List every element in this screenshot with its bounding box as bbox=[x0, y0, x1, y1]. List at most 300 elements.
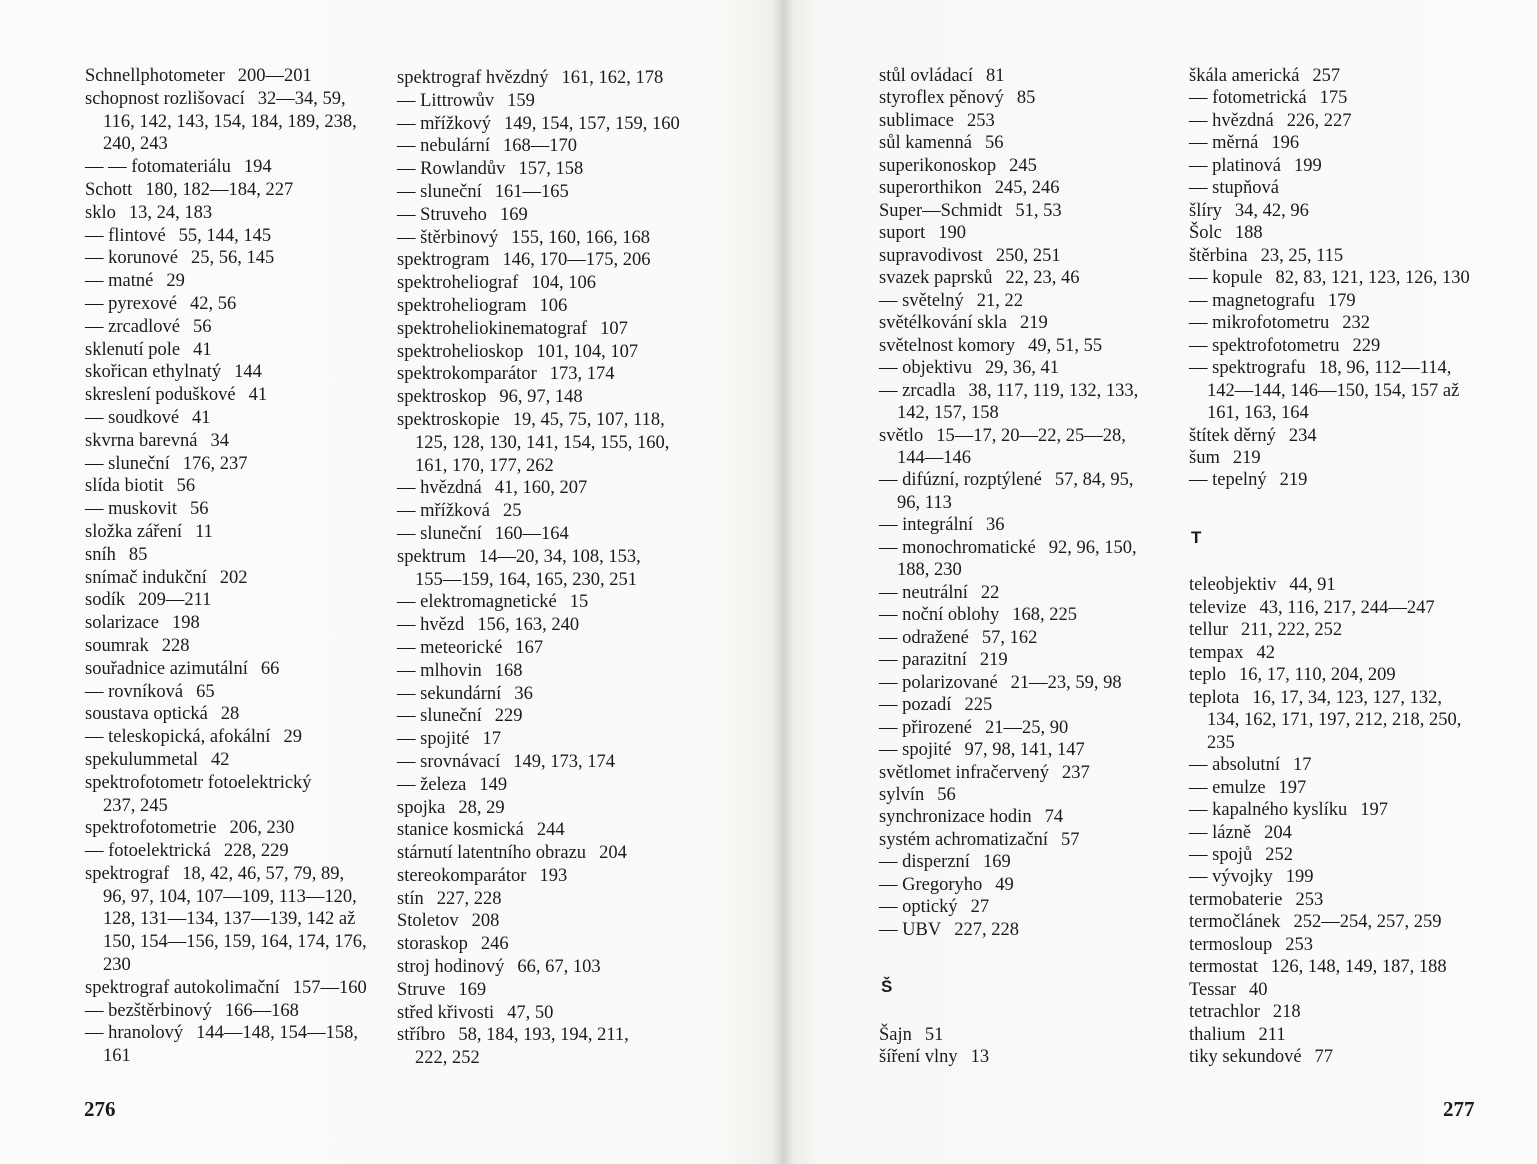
entry-first-line bbox=[397, 637, 680, 660]
index-subentry bbox=[879, 627, 1138, 649]
entry-first-line bbox=[397, 341, 680, 364]
entry-term: — neutrální bbox=[879, 582, 968, 603]
entry-first-line bbox=[1189, 911, 1470, 933]
entry-pages: 55, 144, 145 bbox=[178, 225, 272, 246]
index-entry bbox=[85, 65, 367, 88]
entry-pages: 11 bbox=[195, 521, 213, 542]
entry-pages: 15—17, 20—22, 25—28, bbox=[936, 425, 1126, 446]
index-entry bbox=[879, 87, 1138, 109]
entry-term: — Littrowův bbox=[397, 90, 495, 111]
entry-first-line bbox=[397, 888, 680, 911]
index-entry bbox=[397, 272, 680, 295]
entry-term: teplota bbox=[1189, 687, 1240, 708]
entry-pages: 157, 158 bbox=[518, 159, 584, 180]
entry-first-line bbox=[397, 386, 680, 409]
entry-first-line bbox=[397, 979, 680, 1002]
entry-first-line bbox=[397, 500, 680, 523]
index-entry bbox=[1189, 687, 1470, 754]
index-entry bbox=[85, 361, 367, 384]
entry-first-line bbox=[85, 1000, 367, 1023]
index-subentry bbox=[397, 135, 680, 158]
index-entry bbox=[85, 612, 367, 635]
entry-pages: 168 bbox=[494, 660, 523, 681]
entry-term: superikonoskop bbox=[879, 155, 997, 176]
index-subentry bbox=[397, 181, 680, 204]
entry-pages: 161—165 bbox=[494, 181, 569, 202]
entry-term: teleobjektiv bbox=[1189, 575, 1277, 596]
entry-pages: 42 bbox=[211, 749, 230, 770]
entry-first-line bbox=[879, 851, 1138, 873]
entry-pages: 149, 173, 174 bbox=[513, 751, 616, 772]
entry-first-line bbox=[397, 135, 680, 158]
entry-pages: 40 bbox=[1249, 979, 1268, 1000]
index-entry bbox=[879, 222, 1138, 244]
entry-pages: 252—254, 257, 259 bbox=[1293, 912, 1442, 933]
entry-first-line bbox=[879, 784, 1138, 806]
entry-first-line bbox=[1189, 177, 1470, 199]
entry-term: — absolutní bbox=[1189, 755, 1280, 776]
entry-first-line bbox=[85, 225, 367, 248]
entry-term: — elektromagnetické bbox=[397, 592, 557, 613]
entry-term: — hvězd bbox=[397, 615, 465, 636]
entry-term: tiky sekundové bbox=[1189, 1047, 1302, 1068]
entry-pages: 18, 42, 46, 57, 79, 89, bbox=[182, 863, 345, 884]
entry-term: — spojité bbox=[879, 740, 952, 761]
index-entry bbox=[397, 865, 680, 888]
entry-term: — Struveho bbox=[397, 204, 487, 225]
entry-pages: 228, 229 bbox=[223, 841, 289, 862]
entry-pages: 149, 154, 157, 159, 160 bbox=[504, 113, 680, 134]
entry-pages: 245, 246 bbox=[994, 178, 1060, 199]
index-subentry bbox=[85, 270, 367, 293]
entry-term: stanice kosmická bbox=[397, 820, 524, 841]
index-subentry bbox=[397, 500, 680, 523]
index-subentry bbox=[1189, 290, 1470, 312]
entry-first-line bbox=[879, 896, 1138, 918]
entry-pages: 156, 163, 240 bbox=[477, 615, 580, 636]
entry-first-line bbox=[1189, 889, 1470, 911]
entry-term: — integrální bbox=[879, 515, 974, 536]
entry-first-line bbox=[397, 705, 680, 728]
entry-pages: 219 bbox=[1019, 313, 1048, 334]
entry-first-line bbox=[1189, 222, 1470, 244]
entry-first-line bbox=[85, 726, 367, 749]
entry-pages: 21—25, 90 bbox=[984, 717, 1069, 738]
entry-term: — flintové bbox=[85, 225, 166, 246]
entry-term: skvrna barevná bbox=[85, 430, 198, 451]
entry-pages: 29, 36, 41 bbox=[985, 358, 1060, 379]
index-entry bbox=[85, 817, 367, 840]
entry-first-line bbox=[879, 604, 1138, 626]
entry-term: skořican ethylnatý bbox=[85, 362, 222, 383]
index-entry bbox=[1189, 574, 1470, 596]
index-entry bbox=[879, 312, 1138, 334]
index-entry bbox=[1189, 911, 1470, 933]
entry-continuation-line: 125, 128, 130, 141, 154, 155, 160, bbox=[415, 432, 670, 453]
index-entry bbox=[85, 202, 367, 225]
entry-first-line bbox=[1189, 844, 1470, 866]
entry-term: styroflex pěnový bbox=[879, 88, 1004, 109]
entry-pages: 56 bbox=[190, 499, 209, 520]
entry-term: stříbro bbox=[397, 1025, 446, 1046]
entry-term: — UBV bbox=[879, 919, 942, 940]
entry-pages: 34, 42, 96 bbox=[1234, 200, 1309, 221]
entry-pages: 204 bbox=[599, 843, 627, 864]
entry-first-line bbox=[879, 380, 1138, 402]
entry-term: Struve bbox=[397, 979, 446, 1000]
index-entry bbox=[397, 249, 680, 272]
entry-term: — lázně bbox=[1189, 822, 1252, 843]
index-entry bbox=[85, 567, 367, 590]
entry-first-line bbox=[1189, 87, 1470, 109]
index-entry bbox=[85, 703, 367, 726]
entry-pages: 25, 56, 145 bbox=[191, 248, 275, 269]
entry-pages: 56 bbox=[985, 133, 1004, 154]
index-entry bbox=[879, 200, 1138, 222]
entry-first-line bbox=[879, 425, 1138, 447]
entry-pages: 234 bbox=[1288, 425, 1317, 446]
entry-first-line bbox=[879, 874, 1138, 896]
entry-term: sylvín bbox=[879, 785, 925, 805]
entry-term: — vývojky bbox=[1189, 867, 1273, 888]
entry-first-line bbox=[879, 469, 1138, 491]
letter-heading: T bbox=[1191, 527, 1202, 547]
entry-pages: 22 bbox=[980, 582, 1000, 603]
entry-first-line bbox=[397, 819, 680, 842]
entry-pages: 253 bbox=[1285, 934, 1313, 955]
index-entry bbox=[1189, 425, 1470, 447]
entry-term: škála americká bbox=[1189, 66, 1300, 86]
index-entry bbox=[879, 132, 1138, 154]
entry-pages: 28, 29 bbox=[458, 797, 505, 818]
entry-first-line bbox=[85, 247, 367, 270]
entry-pages: 41, 160, 207 bbox=[494, 478, 588, 499]
entry-pages: 22, 23, 46 bbox=[1005, 268, 1080, 289]
entry-first-line bbox=[1189, 754, 1470, 776]
index-subentry bbox=[85, 156, 367, 179]
entry-first-line bbox=[85, 65, 367, 88]
index-entry bbox=[397, 819, 680, 842]
entry-pages: 188 bbox=[1234, 223, 1263, 244]
entry-term: — nebulární bbox=[397, 136, 490, 157]
entry-pages: 43, 116, 217, 244—247 bbox=[1259, 597, 1435, 618]
entry-term: — soudkové bbox=[85, 407, 180, 428]
entry-first-line bbox=[1189, 132, 1470, 154]
entry-first-line bbox=[85, 88, 367, 111]
entry-term: tempax bbox=[1189, 642, 1244, 663]
entry-pages: 97, 98, 141, 147 bbox=[964, 740, 1085, 761]
entry-term: termostat bbox=[1189, 957, 1258, 978]
index-subentry bbox=[1189, 335, 1470, 357]
entry-pages: 85 bbox=[1016, 88, 1036, 109]
entry-pages: 14—20, 34, 108, 153, bbox=[478, 546, 641, 567]
entry-term: stroj hodinový bbox=[397, 957, 505, 978]
index-subentry bbox=[397, 637, 680, 660]
entry-term: termobaterie bbox=[1189, 889, 1283, 910]
index-entry bbox=[397, 956, 680, 979]
entry-pages: 13 bbox=[970, 1047, 990, 1068]
index-subentry bbox=[85, 247, 367, 270]
index-entry bbox=[1189, 200, 1470, 222]
index-subentry bbox=[1189, 312, 1470, 334]
index-entry bbox=[879, 829, 1138, 851]
index-entry bbox=[85, 589, 367, 612]
entry-first-line bbox=[1189, 200, 1470, 222]
entry-pages: 159 bbox=[507, 90, 535, 111]
index-subentry bbox=[1189, 110, 1470, 132]
entry-pages: 57 bbox=[1061, 829, 1080, 850]
entry-term: spektrofotometrie bbox=[85, 818, 217, 839]
entry-term: stereokomparátor bbox=[397, 865, 527, 886]
entry-first-line bbox=[85, 202, 367, 225]
index-subentry bbox=[1189, 866, 1470, 888]
entry-first-line bbox=[397, 842, 680, 865]
entry-term: synchronizace hodin bbox=[879, 807, 1032, 828]
index-entry bbox=[1189, 889, 1470, 911]
entry-pages: 66 bbox=[260, 658, 280, 679]
entry-pages: 56 bbox=[176, 476, 196, 497]
entry-pages: 96, 97, 148 bbox=[499, 387, 583, 408]
index-entry bbox=[397, 797, 680, 820]
entry-first-line bbox=[1189, 469, 1470, 491]
entry-pages: 16, 17, 110, 204, 209 bbox=[1239, 665, 1396, 686]
entry-pages: 42 bbox=[1256, 642, 1275, 663]
entry-term: — tepelný bbox=[1189, 470, 1267, 491]
entry-term: termočlánek bbox=[1189, 912, 1281, 933]
index-subentry bbox=[879, 357, 1138, 379]
index-subentry bbox=[397, 614, 680, 637]
page-right bbox=[783, 0, 1537, 1164]
index-subentry bbox=[397, 90, 680, 113]
entry-pages: 253 bbox=[967, 110, 995, 131]
index-entry bbox=[397, 933, 680, 956]
entry-continuation-line: 128, 131—134, 137—139, 142 až bbox=[103, 909, 356, 930]
index-entry bbox=[879, 1046, 1138, 1068]
index-entry bbox=[1189, 245, 1470, 267]
entry-term: termosloup bbox=[1189, 934, 1273, 955]
entry-term: světélkování skla bbox=[879, 313, 1007, 334]
entry-pages: 144—148, 154—158, bbox=[196, 1023, 359, 1044]
entry-term: snímač indukční bbox=[85, 567, 207, 588]
entry-term: sublimace bbox=[879, 110, 955, 131]
entry-pages: 28 bbox=[220, 704, 240, 725]
entry-term: Šajn bbox=[879, 1024, 912, 1045]
entry-pages: 219 bbox=[1232, 447, 1261, 468]
entry-pages: 85 bbox=[128, 544, 148, 565]
entry-term: šíření vlny bbox=[879, 1047, 958, 1068]
entry-pages: 229 bbox=[1352, 335, 1381, 356]
entry-pages: 196 bbox=[1271, 133, 1300, 154]
entry-pages: 77 bbox=[1314, 1047, 1334, 1068]
entry-pages: 17 bbox=[482, 729, 501, 750]
entry-first-line bbox=[1189, 934, 1470, 956]
entry-first-line bbox=[397, 797, 680, 820]
entry-term: — spojité bbox=[397, 729, 470, 750]
entry-first-line bbox=[879, 582, 1138, 604]
index-entry bbox=[397, 409, 680, 477]
entry-term: spektroheliograf bbox=[397, 273, 519, 294]
entry-first-line bbox=[397, 933, 680, 956]
entry-first-line bbox=[879, 514, 1138, 536]
index-subentry bbox=[879, 514, 1138, 536]
index-subentry bbox=[879, 380, 1138, 425]
entry-pages: 169 bbox=[458, 979, 487, 1000]
entry-pages: 23, 25, 115 bbox=[1260, 245, 1344, 266]
entry-first-line bbox=[85, 863, 367, 886]
entry-first-line bbox=[879, 200, 1138, 222]
entry-pages: 38, 117, 119, 132, 133, bbox=[968, 380, 1139, 401]
entry-first-line bbox=[879, 110, 1138, 132]
index-entry bbox=[879, 177, 1138, 199]
entry-term: slída biotit bbox=[85, 476, 164, 497]
entry-continuation-line: 155—159, 164, 165, 230, 251 bbox=[415, 569, 637, 590]
entry-term: — Rowlandův bbox=[397, 159, 506, 180]
entry-term: — sluneční bbox=[85, 453, 170, 474]
entry-term: — světelný bbox=[879, 290, 964, 311]
entry-pages: 197 bbox=[1360, 800, 1389, 821]
index-entry bbox=[85, 384, 367, 407]
index-subentry bbox=[397, 477, 680, 500]
entry-term: — mřížková bbox=[397, 501, 490, 522]
entry-term: — přirozené bbox=[879, 717, 972, 738]
entry-term: spektroskop bbox=[397, 387, 487, 408]
index-subentry bbox=[879, 874, 1138, 896]
entry-first-line bbox=[1189, 1024, 1470, 1046]
entry-pages: 101, 104, 107 bbox=[536, 341, 639, 362]
entry-first-line bbox=[1189, 110, 1470, 132]
entry-pages: 81 bbox=[986, 66, 1005, 86]
entry-first-line bbox=[85, 179, 367, 202]
index-subentry bbox=[1189, 822, 1470, 844]
index-subentry bbox=[85, 316, 367, 339]
entry-term: — kapalného kyslíku bbox=[1189, 800, 1348, 821]
entry-term: Tessar bbox=[1189, 979, 1236, 1000]
entry-term: spektrofotometr fotoelektrický bbox=[85, 772, 312, 793]
entry-term: spektroskopie bbox=[397, 409, 500, 430]
index-entry bbox=[1189, 222, 1470, 244]
entry-first-line bbox=[879, 739, 1138, 761]
entry-first-line bbox=[1189, 687, 1470, 709]
entry-first-line bbox=[85, 658, 367, 681]
entry-pages: 232 bbox=[1342, 313, 1371, 334]
entry-continuation-line: 188, 230 bbox=[897, 560, 962, 581]
page-number: 277 bbox=[1443, 1097, 1475, 1121]
entry-first-line bbox=[1189, 312, 1470, 334]
entry-term: stůl ovládací bbox=[879, 66, 974, 86]
entry-term: šum bbox=[1189, 447, 1220, 468]
entry-first-line bbox=[397, 546, 680, 569]
entry-continuation-line: 240, 243 bbox=[103, 134, 168, 155]
entry-pages: 57, 84, 95, bbox=[1054, 470, 1134, 491]
entry-term: sodík bbox=[85, 590, 126, 611]
index-entry bbox=[879, 335, 1138, 357]
index-entry bbox=[397, 546, 680, 592]
entry-first-line bbox=[879, 312, 1138, 334]
index-entry bbox=[1189, 1024, 1470, 1046]
entry-term: soumrak bbox=[85, 635, 149, 656]
entry-first-line bbox=[1189, 267, 1470, 289]
index-entry bbox=[397, 888, 680, 911]
entry-pages: 211, 222, 252 bbox=[1241, 620, 1343, 641]
entry-pages: 51 bbox=[924, 1024, 944, 1045]
index-subentry bbox=[397, 660, 680, 683]
index-column-4 bbox=[1189, 65, 1470, 1069]
entry-pages: 42, 56 bbox=[189, 293, 237, 314]
entry-term: — sekundární bbox=[397, 683, 502, 704]
index-entry bbox=[85, 88, 367, 156]
entry-first-line bbox=[1189, 777, 1470, 799]
entry-pages: 34 bbox=[210, 430, 229, 451]
entry-term: sůl kamenná bbox=[879, 133, 972, 154]
entry-first-line bbox=[1189, 664, 1470, 686]
index-entry bbox=[879, 65, 1138, 87]
entry-first-line bbox=[85, 817, 367, 840]
entry-term: Šolc bbox=[1189, 223, 1222, 244]
entry-pages: 193 bbox=[539, 865, 568, 886]
page-number: 276 bbox=[84, 1097, 116, 1121]
index-subentry bbox=[1189, 777, 1470, 799]
entry-term: — rovníková bbox=[85, 681, 184, 702]
entry-pages: 29 bbox=[283, 727, 302, 748]
entry-pages: 106 bbox=[539, 295, 568, 316]
entry-continuation-line: 134, 162, 171, 197, 212, 218, 250, bbox=[1207, 710, 1462, 731]
entry-first-line bbox=[879, 87, 1138, 109]
entry-term: — muskovit bbox=[85, 499, 177, 520]
entry-first-line bbox=[85, 772, 367, 795]
index-subentry bbox=[397, 705, 680, 728]
entry-term: stárnutí latentního obrazu bbox=[397, 843, 587, 864]
entry-first-line bbox=[85, 293, 367, 316]
entry-term: — platinová bbox=[1189, 155, 1281, 176]
entry-first-line bbox=[1189, 425, 1470, 447]
entry-term: Super—Schmidt bbox=[879, 200, 1003, 221]
entry-pages: 169 bbox=[499, 204, 528, 225]
entry-first-line bbox=[1189, 290, 1470, 312]
index-entry bbox=[85, 772, 367, 818]
index-subentry bbox=[85, 498, 367, 521]
index-subentry bbox=[1189, 469, 1470, 491]
entry-pages: 58, 184, 193, 194, 211, bbox=[458, 1025, 629, 1046]
index-subentry bbox=[879, 717, 1138, 739]
entry-term: — sluneční bbox=[397, 706, 482, 727]
entry-pages: 252 bbox=[1265, 845, 1293, 865]
entry-first-line bbox=[397, 295, 680, 318]
index-subentry bbox=[397, 523, 680, 546]
entry-pages: 179 bbox=[1327, 290, 1356, 311]
entry-pages: 92, 96, 150, bbox=[1048, 537, 1137, 558]
entry-term: — — fotomateriálu bbox=[85, 157, 231, 178]
entry-first-line bbox=[1189, 357, 1470, 379]
entry-first-line bbox=[879, 177, 1138, 199]
index-entry bbox=[879, 1024, 1138, 1046]
entry-first-line bbox=[397, 409, 680, 432]
entry-term: — Gregoryho bbox=[879, 874, 983, 895]
entry-pages: 226, 227 bbox=[1286, 110, 1352, 131]
entry-pages: 175 bbox=[1319, 88, 1348, 109]
index-subentry bbox=[85, 293, 367, 316]
entry-first-line bbox=[397, 272, 680, 295]
entry-first-line bbox=[85, 475, 367, 498]
entry-pages: 166—168 bbox=[224, 1000, 299, 1021]
entry-pages: 250, 251 bbox=[995, 245, 1061, 266]
entry-pages: 202 bbox=[219, 567, 248, 588]
entry-first-line bbox=[397, 728, 680, 751]
entry-first-line bbox=[85, 635, 367, 658]
entry-pages: 17 bbox=[1292, 755, 1312, 776]
entry-first-line bbox=[879, 829, 1138, 851]
entry-pages: 208 bbox=[471, 911, 500, 932]
entry-pages: 41 bbox=[193, 339, 212, 360]
